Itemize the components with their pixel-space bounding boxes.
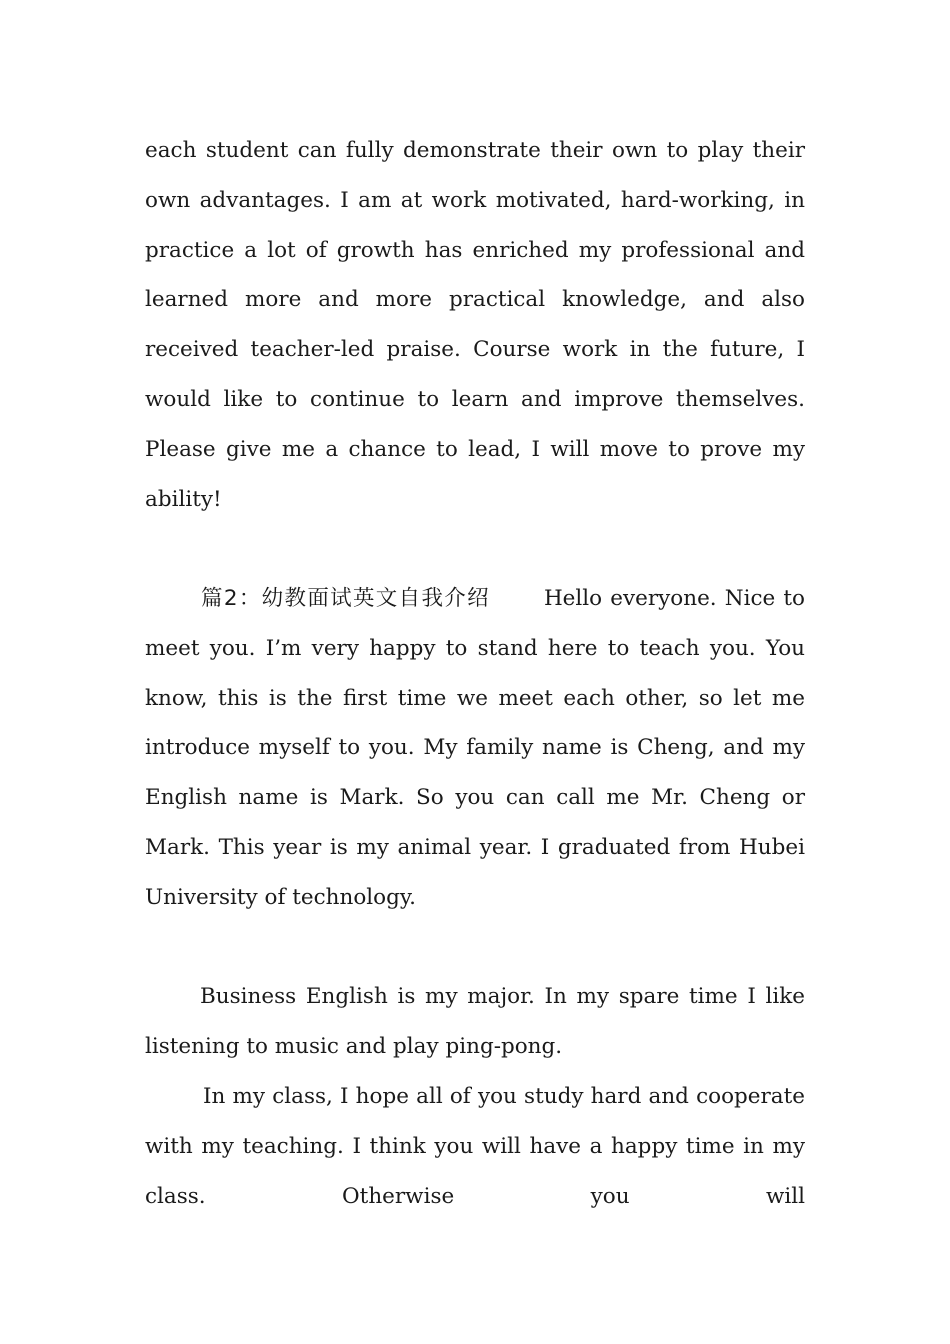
paragraph-text: Business English is my major. In my spare time I like listening to music and play ping-pong. bbox=[145, 984, 805, 1059]
paragraph-class bbox=[145, 1072, 805, 1221]
paragraph-body bbox=[145, 574, 805, 923]
paragraph-continuation bbox=[145, 126, 805, 524]
paragraph-text: Hello everyone. Nice to meet you. I’m very happy to stand here to teach you. You know, this is the first time we meet each other, so let me introduce myself to you. My family name is Cheng, and my English name is Mark. So you can call me Mr. Cheng or Mark. This year is my animal year. I graduated from Hubei University of technology. bbox=[145, 586, 805, 910]
paragraph-text: In my class, I hope all of you study hard and cooperate with my teaching. I think you will have a happy time in my class. Otherwise you will bbox=[145, 1084, 805, 1209]
section-heading: 篇2：幼教面试英文自我介绍 bbox=[201, 586, 490, 611]
paragraph-major bbox=[145, 972, 805, 1072]
paragraph-text: each student can fully demonstrate their own to play their own advantages. I am at work motivated, hard-working, in practice a lot of growth has enriched my professional and learned more and more practical knowledge, and also received teacher-led praise. Course work in the future, I would like to continue to learn and improve themselves. Please give me a chance to lead, I will move to prove my ability! bbox=[145, 138, 805, 512]
paragraph-section-2 bbox=[145, 574, 805, 923]
